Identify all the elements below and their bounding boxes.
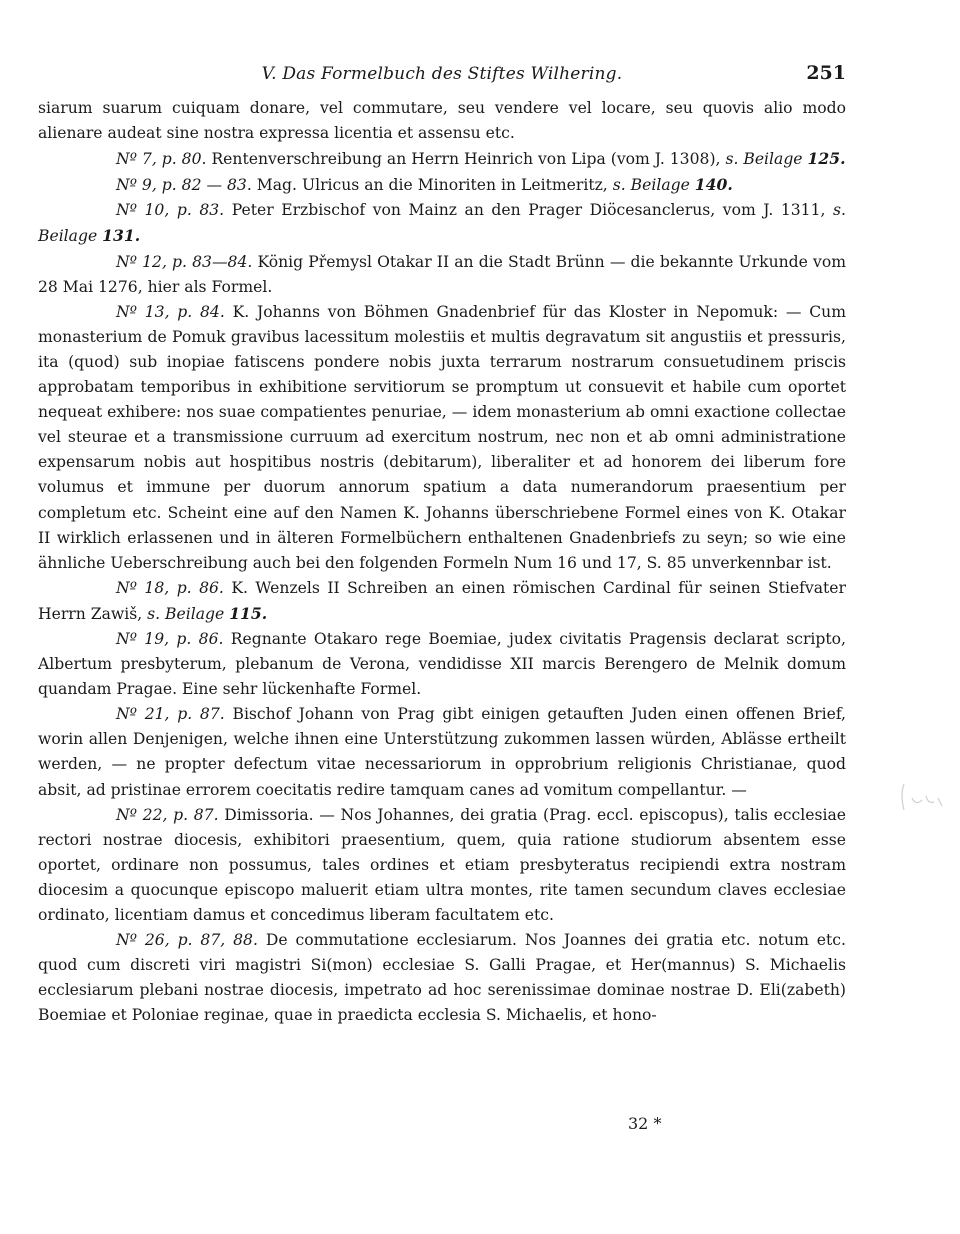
- beilage-reference: s. Beilage: [725, 150, 803, 169]
- paragraph-8: [38, 702, 846, 802]
- paragraph-7: [38, 627, 846, 702]
- page: [38, 62, 846, 1028]
- entry-number: Nº 18, p. 86.: [116, 578, 224, 597]
- beilage-number: 140.: [694, 175, 733, 195]
- paragraph-text: Peter Erzbischof von Mainz an den Prager Diöcesanclerus, vom J. 1311,: [231, 201, 826, 220]
- page-header: [38, 62, 846, 92]
- paragraph-6: [38, 576, 846, 627]
- beilage-number: 131.: [102, 226, 141, 246]
- entry-number: Nº 7, p. 80.: [116, 150, 207, 169]
- paragraph-2: [38, 172, 846, 198]
- paragraph-0: [38, 96, 846, 146]
- paragraph-text: König Přemysl Otakar II an die Stadt Brünn — die bekannte Urkunde vom 28 Mai 1276, hier als Formel.: [38, 252, 846, 296]
- beilage-reference: s. Beilage: [147, 604, 225, 623]
- running-title: V. Das Formelbuch des Stiftes Wilhering.: [261, 64, 623, 84]
- paragraph-5: [38, 300, 846, 576]
- signature-mark: 32 *: [628, 1114, 662, 1133]
- entry-number: Nº 10, p. 83.: [116, 201, 225, 220]
- paragraph-1: [38, 146, 846, 172]
- paragraph-3: [38, 198, 846, 249]
- paragraph-text: Dimissoria. — Nos Johannes, dei gratia (Prag. eccl. episcopus), talis ecclesiae rectori nostrae diocesis, exhibitori praesentium, quem, quia ratione studiorum absentem esse oportet, ordinare non possumus, tales ordines et etiam presbyteratus recipiendi extra nostram diocesim a quocunque episcopo maluerit etiam ultra montes, rite tamen secundum claves ecclesiae ordinato, licentiam damus et concedimus liberam facultatem etc.: [38, 805, 847, 924]
- paragraph-text: Mag. Ulricus an die Minoriten in Leitmeritz,: [256, 176, 608, 195]
- paragraph-text: K. Wenzels II Schreiben an einen römischen Cardinal für seinen Stiefvater Herrn Zawiš,: [38, 578, 846, 623]
- beilage-number: 125.: [807, 149, 846, 169]
- paragraph-4: [38, 250, 846, 300]
- beilage-reference: s. Beilage: [38, 201, 846, 246]
- paragraph-text: Rentenverschreibung an Herrn Heinrich von Lipa (vom J. 1308),: [211, 150, 721, 169]
- paragraph-9: [38, 803, 846, 928]
- page-number: 251: [806, 62, 846, 84]
- pencil-mark-icon: [898, 780, 948, 820]
- entry-number: Nº 13, p. 84.: [116, 302, 225, 321]
- margin-pencil-mark: [898, 780, 948, 825]
- paragraph-10: [38, 928, 846, 1028]
- beilage-reference: s. Beilage: [612, 176, 690, 195]
- body-text: [38, 96, 846, 1028]
- paragraph-text: Bischof Johann von Prag gibt einigen getauften Juden einen offenen Brief, worin allen Denjenigen, welche ihnen eine Unterstützung zukommen lassen würden, Ablässe ertheilt werden, — ne propter defectum vitae necessariorum in opprobrium religionis Christianae, quod absit, ad pristinae errorem coecitatis redire tamquam canes ad vomitum compellantur. —: [38, 705, 847, 799]
- entry-number: Nº 9, p. 82 — 83.: [116, 176, 252, 195]
- entry-number: Nº 12, p. 83—84.: [116, 252, 253, 271]
- paragraph-text: De commutatione ecclesiarum. Nos Joannes dei gratia etc. notum etc. quod cum discreti viri magistri Si(mon) ecclesiae S. Galli Pragae, et Her(mannus) S. Michaelis ecclesiarum plebani nostrae diocesis, impetrato ad hoc serenissimae dominae nostrae D. Eli(zabeth) Boemiae et Poloniae reginae, quae in praedicta ecclesia S. Michaelis, et hono-: [38, 931, 846, 1025]
- paragraph-text: Regnante Otakaro rege Boemiae, judex civitatis Pragensis declarat scripto, Albertum presbyterum, plebanum de Verona, vendidisse XII marcis Berengero de Melnik domum quandam Pragae. Eine sehr lückenhafte Formel.: [38, 629, 846, 699]
- beilage-number: 115.: [229, 603, 268, 623]
- paragraph-text: siarum suarum cuiquam donare, vel commutare, seu vendere vel locare, seu quovis alio modo alienare audeat sine nostra expressa licentia et assensu etc.: [38, 99, 846, 143]
- paragraph-text: K. Johanns von Böhmen Gnadenbrief für das Kloster in Nepomuk: — Cum monasterium de Pomuk gravibus lacessitum molestiis et multis degravatum sit angustiis et pressuris, ita (quod) sub inopiae fatiscens pondere nobis juxta terrarum nostrarum consuetudinem priscis approbatam temporibus in exhibitione servitiorum se promptum ut consuevit et habile cum oportet nequeat exhibere: nos suae compatientes penuriae, — idem monasterium ab omni exactione collectae vel steurae et a transmissione curruum ad exercitum nostrum, nec non et ab omni administratione expensarum nobis aut hospitibus nostris (debitarum), liberaliter et ad honorem dei liberum fore volumus et immune per duorum annorum spatium a data numerandorum praesentium per completum etc. Scheint eine auf den Namen K. Johanns überschriebene Formel eines von K. Otakar II wirklich erlassenen und in älteren Formelbüchern enthaltenen Gnadenbriefs zu seyn; so wie eine ähnliche Ueberschreibung auch bei den folgenden Formeln Num 16 und 17, S. 85 unverkennbar ist.: [38, 302, 846, 572]
- entry-number: Nº 21, p. 87.: [116, 705, 225, 724]
- entry-number: Nº 22, p. 87.: [116, 805, 219, 824]
- entry-number: Nº 26, p. 87, 88.: [116, 931, 258, 950]
- entry-number: Nº 19, p. 86.: [116, 629, 224, 648]
